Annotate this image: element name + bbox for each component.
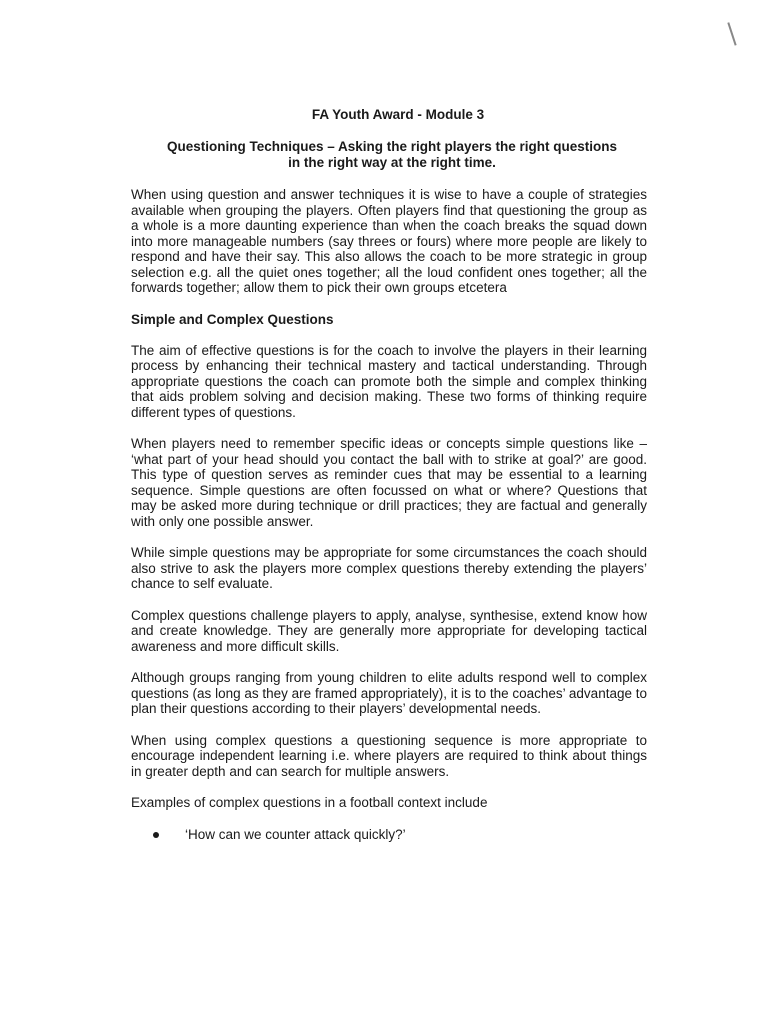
list-item-text: ‘How can we counter attack quickly?’ [185,826,406,842]
subtitle-line-2: in the right way at the right time. [288,155,496,170]
examples-list [131,827,647,843]
document-subtitle [131,139,647,171]
bullet-icon [153,832,159,838]
paragraph-questioning-sequence: When using complex questions a questioning sequence is more appropriate to encourage independent learning i.e. where players are required to think about things in greater depth and can search for multiple answers. [131,732,647,779]
paragraph-developmental-needs: Although groups ranging from young children to elite adults respond well to complex questions (as long as they are framed appropriately), it is to the coaches’ advantage to plan their questions according to their players’ developmental needs. [131,670,647,716]
scan-mark [727,22,736,45]
paragraph-complex-questions: Complex questions challenge players to apply, analyse, synthesise, extend know how and create knowledge. They are generally more appropriate for developing tactical awareness and more difficult skills. [131,607,647,654]
paragraph-aim: The aim of effective questions is for the coach to involve the players in their learning process by enhancing their technical mastery and tactical understanding. Through appropriate questions the coach can promote both the simple and complex thinking that aids problem solving and decision making. These two forms of thinking require different types of questions. [131,342,647,420]
list-item [131,827,647,843]
document-title: FA Youth Award - Module 3 [311,107,485,122]
paragraph-self-evaluate: While simple questions may be appropriate for some circumstances the coach should also strive to ask the players more complex questions thereby extending the players’ chance to self evaluate. [131,545,647,591]
paragraph-examples-intro: Examples of complex questions in a football context include [131,795,488,810]
subtitle-line-1: Questioning Techniques – Asking the right players the right questions [166,139,618,154]
section-heading: Simple and Complex Questions [131,311,334,327]
paragraph-simple-questions: When players need to remember specific ideas or concepts simple questions like – ‘what part of your head should you contact the ball with to strike at goal?’ are good. This type of question serves as reminder cues that may be essential to a learning sequence. Simple questions are often focussed on what or where? Questions that may be asked more during technique or drill practices; they are factual and generally with only one possible answer. [131,436,647,529]
document-body [131,107,647,843]
paragraph-grouping: When using question and answer techniques it is wise to have a couple of strategies available when grouping the players. Often players find that questioning the group as a whole is a more daunting experience than when the coach breaks the squad down into more manageable numbers (say threes or fours) where more people are likely to respond and have their say. This also allows the coach to be more strategic in group selection e.g. all the quiet ones together; all the loud confident ones together; all the forwards together; allow them to pick their own groups etcetera [131,187,647,295]
